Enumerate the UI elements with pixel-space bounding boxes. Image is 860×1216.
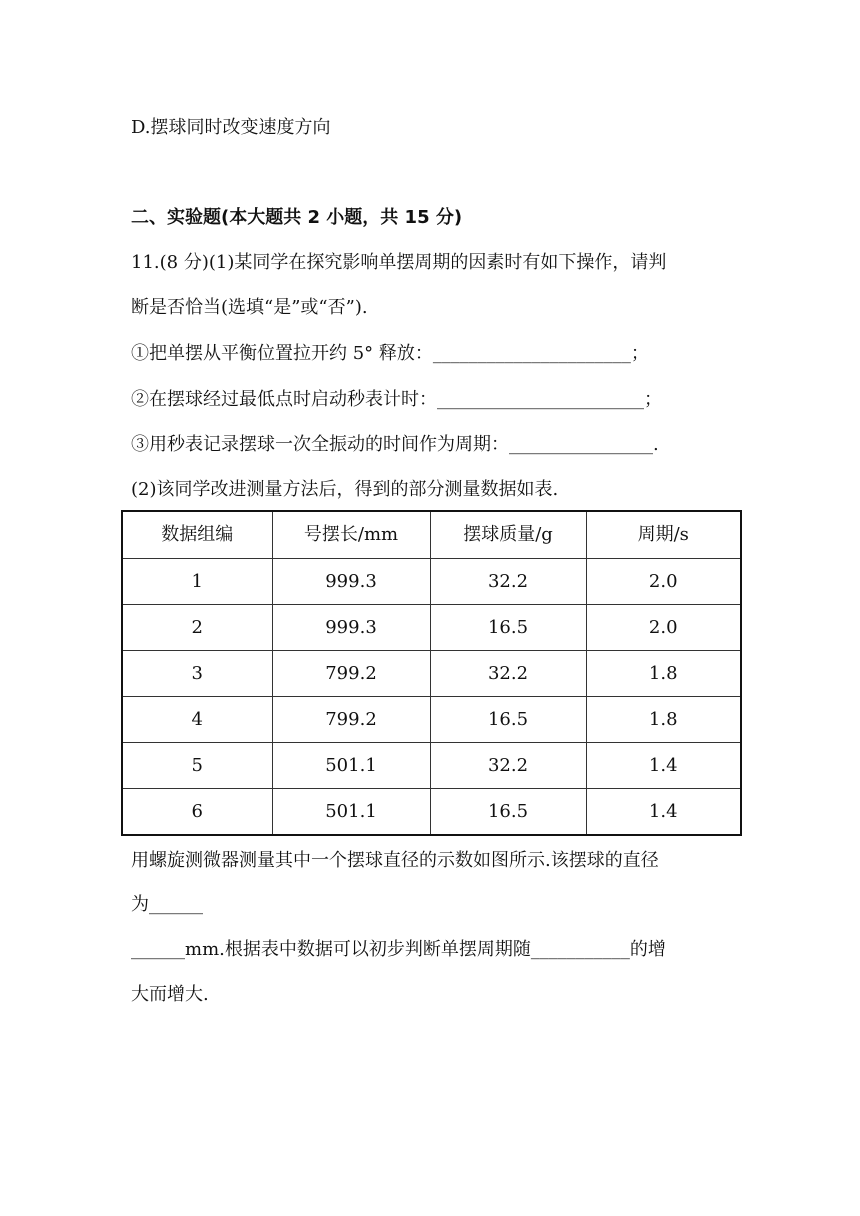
table-cell: 501.1 [272,743,430,789]
table-cell: 32.2 [430,651,586,697]
table-cell: 32.2 [430,743,586,789]
table-cell: 6 [122,789,272,836]
section-title: 二、实验题(本大题共 2 小题，共 15 分) [131,207,463,228]
operation-item-1: ①把单摆从平衡位置拉开约 5° 释放：______________________； [131,343,649,364]
diameter-text-line-3: ______mm.根据表中数据可以初步判断单摆周期随___________的增 [131,939,666,960]
table-cell: 32.2 [430,559,586,605]
table-cell: 1.8 [586,651,741,697]
operation-item-3: ③用秒表记录摆球一次全振动的时间作为周期：________________. [131,434,659,455]
table-cell: 2 [122,605,272,651]
diameter-text-line-1: 用螺旋测微器测量其中一个摆球直径的示数如图所示.该摆球的直径 [131,850,659,871]
question-11-line-2: 断是否恰当(选填“是”或“否”). [131,297,368,318]
table-header-row [122,511,741,559]
table-cell: 1 [122,559,272,605]
table-cell: 16.5 [430,605,586,651]
table-cell: 3 [122,651,272,697]
table-cell: 5 [122,743,272,789]
operation-item-2: ②在摆球经过最低点时启动秒表计时：_______________________； [131,389,662,410]
table-row [122,651,741,697]
table-cell: 2.0 [586,559,741,605]
table-cell: 4 [122,697,272,743]
table-cell: 1.4 [586,743,741,789]
part-2-text: (2)该同学改进测量方法后，得到的部分测量数据如表. [131,479,559,500]
table-cell: 1.4 [586,789,741,836]
table-cell: 799.2 [272,651,430,697]
option-d-text: D.摆球同时改变速度方向 [131,117,331,138]
table-cell: 16.5 [430,789,586,836]
table-cell: 999.3 [272,559,430,605]
table-row [122,789,741,836]
table-cell: 501.1 [272,789,430,836]
table-cell: 799.2 [272,697,430,743]
table-row [122,743,741,789]
measurement-table [121,510,740,832]
header-pendulum-length: 号摆长/mm [272,511,430,559]
table-cell: 16.5 [430,697,586,743]
question-11-line-1: 11.(8 分)(1)某同学在探究影响单摆周期的因素时有如下操作，请判 [131,252,667,273]
header-group-number: 数据组编 [122,511,272,559]
diameter-text-line-4: 大而增大. [131,984,209,1005]
header-period: 周期/s [586,511,741,559]
table-row [122,605,741,651]
table-row [122,697,741,743]
table-cell: 2.0 [586,605,741,651]
diameter-text-line-2: 为______ [131,894,203,915]
table-cell: 999.3 [272,605,430,651]
table-row [122,559,741,605]
header-ball-mass: 摆球质量/g [430,511,586,559]
table-cell: 1.8 [586,697,741,743]
